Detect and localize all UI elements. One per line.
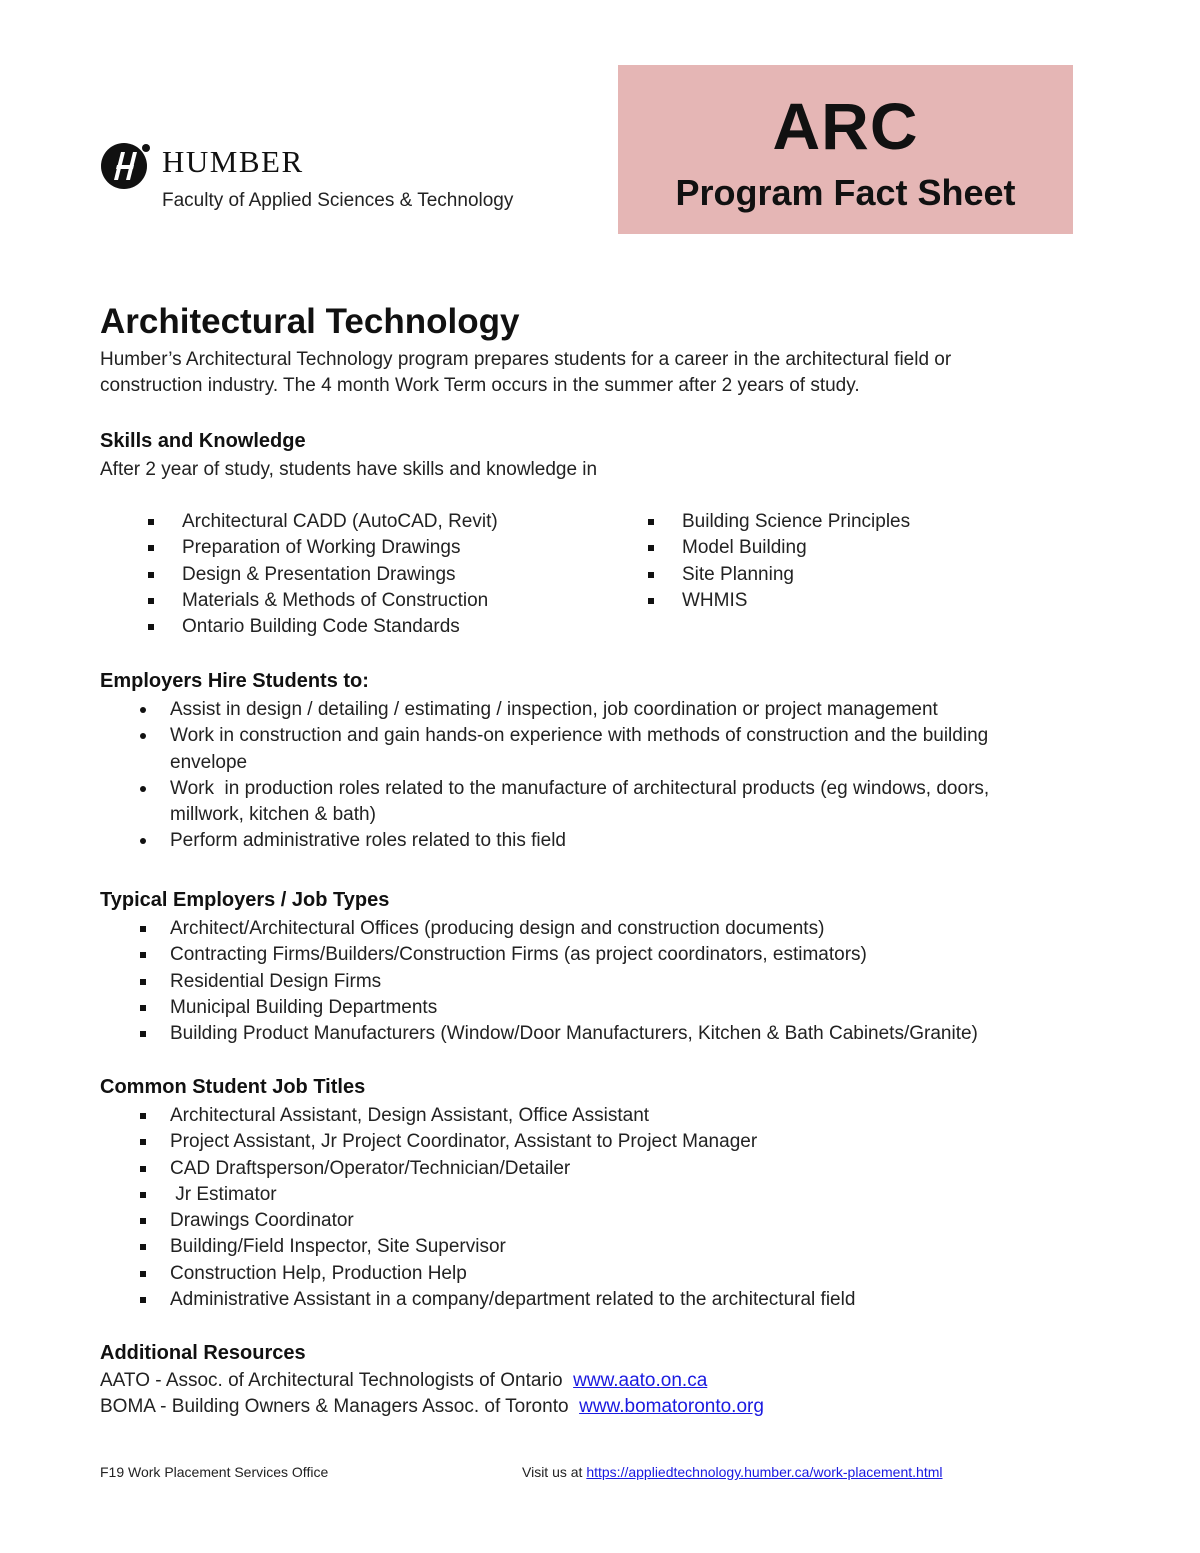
faculty-name: Faculty of Applied Sciences & Technology (162, 190, 514, 211)
skill-item (148, 588, 628, 614)
square-bullet-icon (140, 1166, 146, 1172)
resources-heading: Additional Resources (100, 1342, 306, 1364)
round-bullet-icon (140, 838, 146, 844)
list-item-text: Preparation of Working Drawings (182, 537, 461, 559)
list-item-text: Building Product Manufacturers (Window/Door Manufacturers, Kitchen & Bath Cabinets/Granite) (170, 1023, 978, 1045)
square-bullet-icon (140, 952, 146, 958)
list-item-text: Architectural CADD (AutoCAD, Revit) (182, 511, 498, 532)
humber-emblem-icon (100, 140, 152, 192)
job-titles-heading: Common Student Job Titles (100, 1076, 366, 1098)
list-item-text: Municipal Building Departments (170, 996, 438, 1018)
square-bullet-icon (140, 1271, 146, 1277)
employers-hire-heading: Employers Hire Students to: (100, 670, 369, 692)
list-item-text: millwork, kitchen & bath) (170, 804, 376, 826)
list-item-text: Work in production roles related to the manufacture of architectural products (eg windows, doors, (170, 777, 990, 799)
hire-item (138, 697, 1078, 723)
job-title-item (138, 1208, 1098, 1234)
list-item-text: Model Building (682, 537, 807, 559)
intro-line: Humber’s Architectural Technology program prepares students for a career in the architectural field or (100, 349, 952, 370)
program-code: ARC (772, 89, 919, 163)
job-title-item (138, 1261, 1098, 1287)
skill-item (148, 509, 628, 535)
list-item-text: Perform administrative roles related to this field (170, 830, 566, 852)
square-bullet-icon (648, 598, 654, 604)
skill-item (148, 562, 628, 588)
square-bullet-icon (140, 1192, 146, 1198)
job-title-item (138, 1287, 1098, 1313)
square-bullet-icon (148, 519, 154, 525)
list-item-text: Work in construction and gain hands-on experience with methods of construction and the building (170, 725, 989, 747)
skill-item (648, 535, 1098, 561)
list-item-text: Building Science Principles (682, 511, 911, 532)
job-title-item (138, 1103, 1098, 1129)
square-bullet-icon (140, 926, 146, 932)
square-bullet-icon (648, 572, 654, 578)
round-bullet-icon (140, 786, 146, 792)
humber-logo (100, 140, 530, 230)
hire-item (138, 828, 1078, 854)
hire-item (138, 723, 1078, 776)
square-bullet-icon (148, 624, 154, 630)
square-bullet-icon (648, 519, 654, 525)
resource-boma (100, 1394, 764, 1420)
skill-item (648, 588, 1098, 614)
employer-item (138, 995, 1098, 1021)
skill-item (648, 509, 1098, 535)
list-item-text: envelope (170, 751, 248, 773)
skill-item (648, 562, 1098, 588)
job-title-item (138, 1234, 1098, 1260)
skill-item (148, 535, 628, 561)
list-item-text: Jr Estimator (170, 1183, 277, 1205)
aato-description: AATO - Assoc. of Architectural Technologists of Ontario (100, 1370, 563, 1391)
footer-visit-label: Visit us at (522, 1464, 583, 1480)
program-fact-box (618, 65, 1073, 234)
brand-name: HUMBER (162, 144, 304, 179)
square-bullet-icon (140, 1113, 146, 1119)
skill-item (148, 614, 628, 640)
typical-employers-list (138, 916, 1098, 1047)
square-bullet-icon (140, 1031, 146, 1037)
square-bullet-icon (148, 598, 154, 604)
skills-heading: Skills and Knowledge (100, 430, 306, 452)
list-item-text: Architect/Architectural Offices (producing design and construction documents) (170, 918, 825, 939)
footer-visit-link[interactable]: https://appliedtechnology.humber.ca/work-placement.html (586, 1464, 943, 1480)
program-intro (100, 347, 951, 399)
boma-link[interactable]: www.bomatoronto.org (579, 1396, 764, 1417)
footer-office: F19 Work Placement Services Office (100, 1464, 329, 1480)
list-item-text: WHMIS (682, 589, 748, 611)
job-titles-list (138, 1103, 1098, 1313)
footer-visit (522, 1464, 942, 1480)
round-bullet-icon (140, 733, 146, 739)
list-item-text: Administrative Assistant in a company/department related to the architectural field (170, 1289, 856, 1311)
square-bullet-icon (140, 979, 146, 985)
employers-hire-list (138, 697, 1078, 855)
hire-item (138, 776, 1078, 829)
square-bullet-icon (140, 1218, 146, 1224)
resource-aato (100, 1368, 707, 1394)
skills-list-left (148, 509, 628, 640)
square-bullet-icon (648, 545, 654, 551)
list-item-text: Ontario Building Code Standards (182, 616, 460, 638)
boma-description: BOMA - Building Owners & Managers Assoc. of Toronto (100, 1396, 569, 1417)
employer-item (138, 1021, 1098, 1047)
list-item-text: Architectural Assistant, Design Assistant, Office Assistant (170, 1105, 650, 1126)
list-item-text: Drawings Coordinator (170, 1210, 354, 1232)
square-bullet-icon (148, 545, 154, 551)
list-item-text: Building/Field Inspector, Site Supervisor (170, 1236, 506, 1258)
job-title-item (138, 1182, 1098, 1208)
list-item-text: Site Planning (682, 563, 794, 585)
list-item-text: Construction Help, Production Help (170, 1262, 467, 1284)
square-bullet-icon (140, 1297, 146, 1303)
list-item-text: CAD Draftsperson/Operator/Technician/Detailer (170, 1157, 571, 1179)
square-bullet-icon (140, 1244, 146, 1250)
square-bullet-icon (140, 1139, 146, 1145)
job-title-item (138, 1129, 1098, 1155)
typical-employers-heading: Typical Employers / Job Types (100, 889, 390, 911)
fact-sheet-title: Program Fact Sheet (675, 172, 1016, 213)
list-item-text: Materials & Methods of Construction (182, 589, 489, 611)
page-title: Architectural Technology (100, 302, 520, 341)
list-item-text: Assist in design / detailing / estimating / inspection, job coordination or project management (170, 699, 938, 720)
aato-link[interactable]: www.aato.on.ca (573, 1370, 708, 1391)
list-item-text: Project Assistant, Jr Project Coordinator, Assistant to Project Manager (170, 1131, 758, 1153)
intro-line: construction industry. The 4 month Work Term occurs in the summer after 2 years of study. (100, 375, 860, 396)
square-bullet-icon (148, 572, 154, 578)
employer-item (138, 942, 1098, 968)
skills-list-right (648, 509, 1098, 614)
employer-item (138, 916, 1098, 942)
list-item-text: Design & Presentation Drawings (182, 563, 456, 585)
square-bullet-icon (140, 1005, 146, 1011)
skills-intro: After 2 year of study, students have skills and knowledge in (100, 459, 598, 480)
round-bullet-icon (140, 707, 146, 713)
list-item-text: Contracting Firms/Builders/Construction Firms (as project coordinators, estimators) (170, 944, 867, 966)
list-item-text: Residential Design Firms (170, 970, 382, 992)
employer-item (138, 969, 1098, 995)
job-title-item (138, 1156, 1098, 1182)
